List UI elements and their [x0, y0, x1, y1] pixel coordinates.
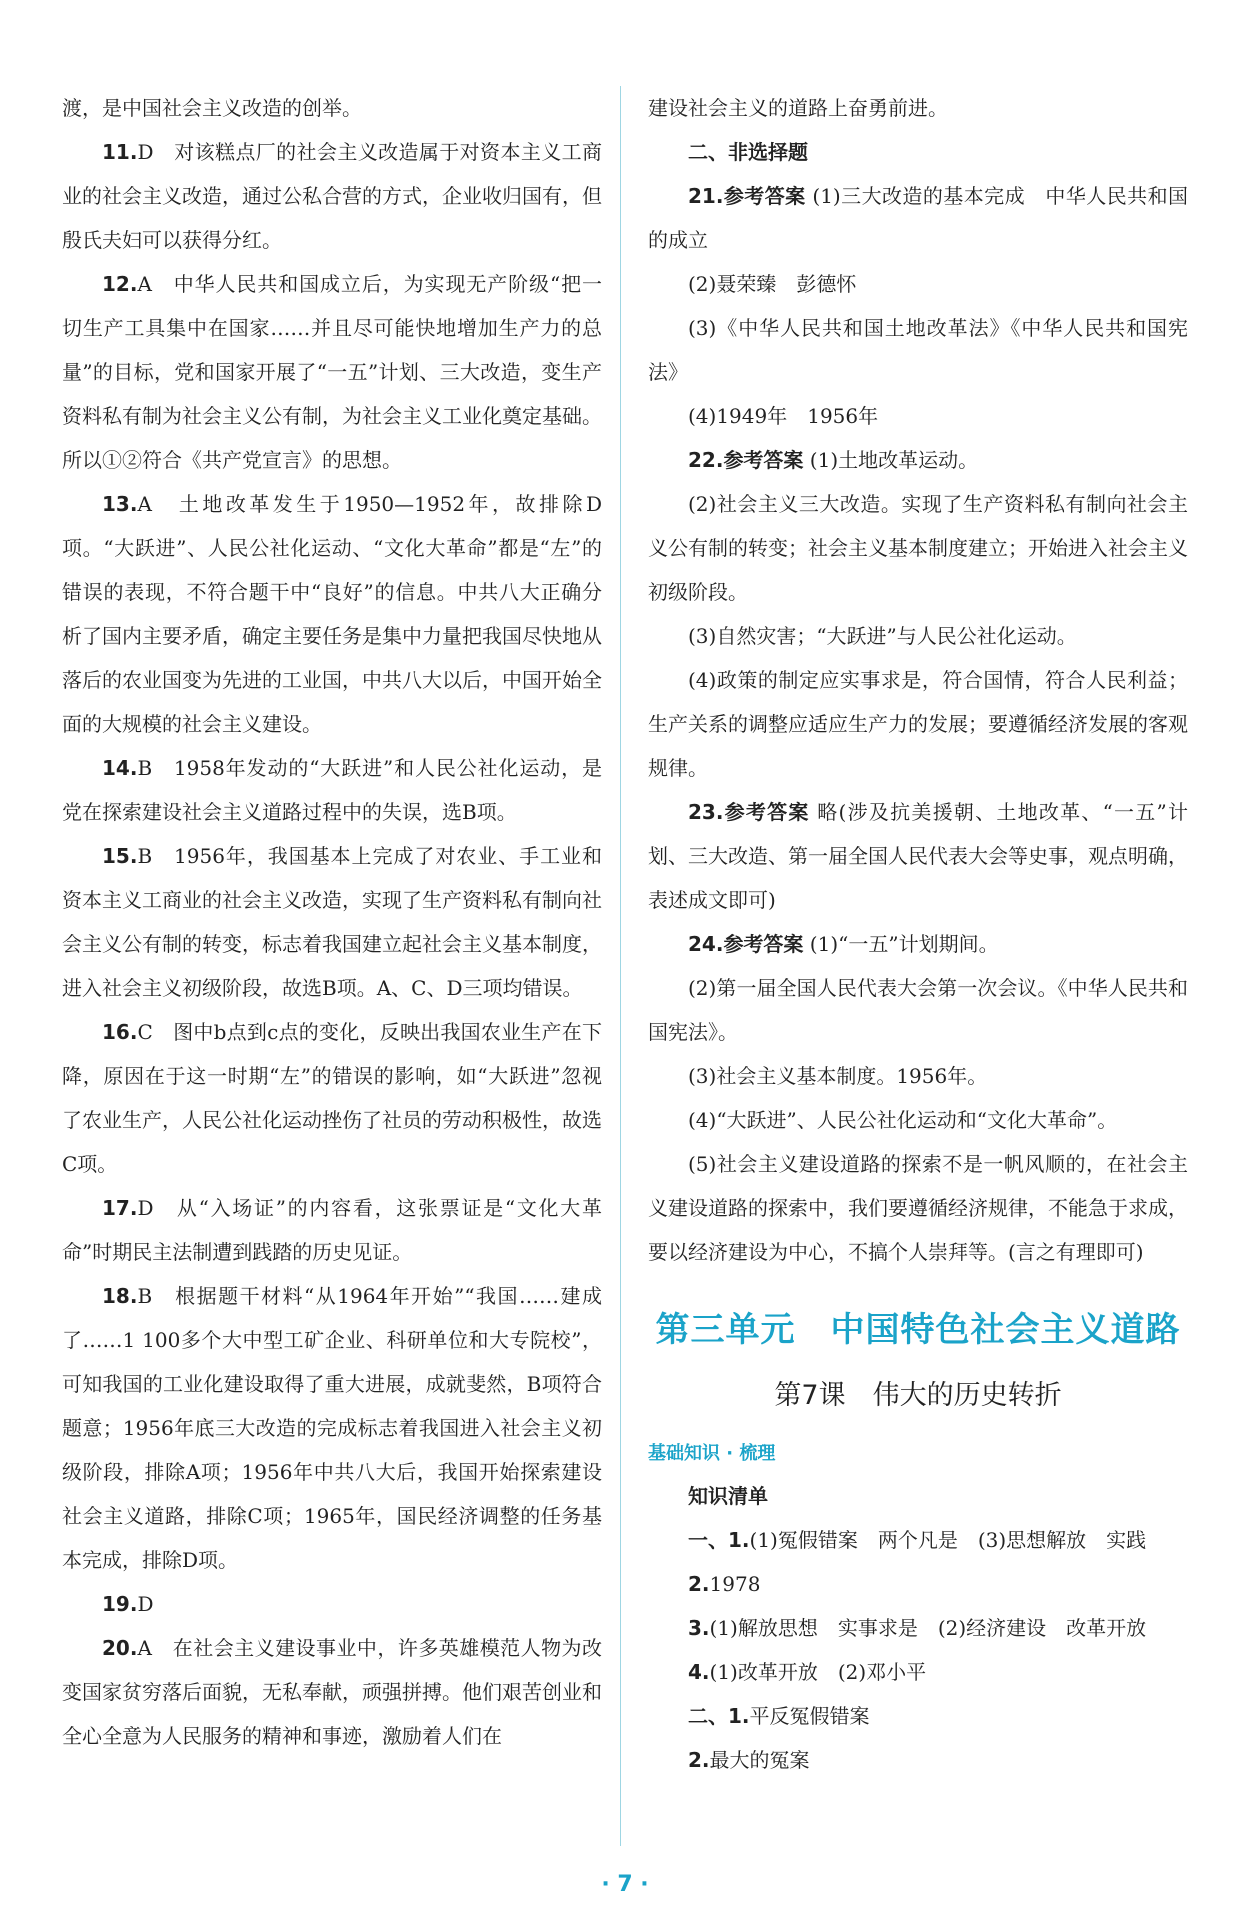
checklist-number: 2. — [688, 1748, 710, 1772]
checklist-number: 一、1. — [688, 1528, 750, 1552]
answer-text: (4)1949年 1956年 — [688, 404, 879, 428]
answer-paragraph — [648, 658, 1188, 790]
answer-paragraph — [648, 482, 1188, 614]
question-number: 21. — [688, 184, 724, 208]
checklist-number: 3. — [688, 1616, 710, 1640]
checklist-text: (1)解放思想 实事求是 (2)经济建设 改革开放 — [709, 1616, 1147, 1640]
answer-text: (4)“大跃进”、人民公社化运动和“文化大革命”。 — [688, 1108, 1118, 1132]
answer-paragraph — [648, 1142, 1188, 1274]
answer-paragraph — [62, 86, 602, 130]
answer-paragraph — [648, 966, 1188, 1054]
question-number: 19. — [102, 1592, 138, 1616]
answer-paragraph — [648, 438, 1188, 482]
checklist-item — [648, 1694, 1188, 1738]
answer-paragraph — [648, 1098, 1188, 1142]
checklist-heading: 知识清单 — [688, 1484, 768, 1508]
checklist-item — [648, 1562, 1188, 1606]
answer-paragraph — [648, 174, 1188, 262]
checklist-number: 二、1. — [688, 1704, 750, 1728]
answer-text: (4)政策的制定应实事求是，符合国情，符合人民利益；生产关系的调整应适应生产力的发展；要遵循经济发展的客观规律。 — [648, 668, 1188, 780]
question-number: 14. — [102, 756, 138, 780]
checklist-item — [648, 1518, 1188, 1562]
answer-paragraph — [62, 1626, 602, 1758]
checklist-text: 最大的冤案 — [709, 1748, 810, 1772]
page-number: · 7 · — [601, 1872, 649, 1897]
answer-paragraph — [648, 86, 1188, 130]
answer-text: (2)社会主义三大改造。实现了生产资料私有制向社会主义公有制的转变；社会主义基本制度建立；开始进入社会主义初级阶段。 — [648, 492, 1188, 604]
checklist-item — [648, 1650, 1188, 1694]
lesson-title: 第7课 伟大的历史转折 — [774, 1380, 1062, 1411]
question-number: 17. — [102, 1196, 138, 1220]
answer-text: A 在社会主义建设事业中，许多英雄模范人物为改变国家贫穷落后面貌，无私奉献，顽强拼搏。他们艰苦创业和全心全意为人民服务的精神和事迹，激励着人们在 — [62, 1636, 602, 1748]
answer-text: (3)《中华人民共和国土地改革法》《中华人民共和国宪法》 — [648, 316, 1188, 384]
question-number: 24. — [688, 932, 724, 956]
question-number: 20. — [102, 1636, 138, 1660]
answer-paragraph — [62, 1274, 602, 1582]
answer-label: 参考答案 — [723, 448, 804, 472]
checklist-text: 平反冤假错案 — [749, 1704, 870, 1728]
answer-text: (2)第一届全国人民代表大会第一次会议。《中华人民共和国宪法》。 — [648, 976, 1188, 1044]
answer-text: (1)土地改革运动。 — [809, 448, 979, 472]
answer-text: 建设社会主义的道路上奋勇前进。 — [648, 96, 948, 120]
answer-label: 参考答案 — [723, 800, 810, 824]
answer-paragraph — [62, 746, 602, 834]
checklist-item — [648, 1738, 1188, 1782]
answer-text: B 1958年发动的“大跃进”和人民公社化运动，是党在探索建设社会主义道路过程中的失误，选B项。 — [62, 756, 602, 824]
answer-paragraph — [648, 614, 1188, 658]
answer-paragraph — [62, 262, 602, 482]
answer-text: D — [137, 1592, 154, 1616]
answer-paragraph — [62, 834, 602, 1010]
answer-paragraph — [648, 1054, 1188, 1098]
answer-label: 参考答案 — [723, 932, 804, 956]
answer-paragraph — [648, 262, 1188, 306]
answer-paragraph — [62, 1186, 602, 1274]
checklist-text: 1978 — [709, 1572, 761, 1596]
section-heading-nonchoice: 二、非选择题 — [688, 140, 808, 164]
answer-text: (2)聂荣臻 彭德怀 — [688, 272, 857, 296]
answer-text: D 对该糕点厂的社会主义改造属于对资本主义工商业的社会主义改造，通过公私合营的方式，企业收归国有，但殷氏夫妇可以获得分红。 — [62, 140, 602, 252]
right-column — [648, 86, 1188, 1782]
left-column — [62, 86, 602, 1758]
question-number: 23. — [688, 800, 724, 824]
answer-text: (3)社会主义基本制度。1956年。 — [688, 1064, 988, 1088]
answer-paragraph — [62, 1582, 602, 1626]
question-number: 18. — [102, 1284, 138, 1308]
question-number: 16. — [102, 1020, 138, 1044]
question-number: 11. — [102, 140, 138, 164]
answer-paragraph — [62, 130, 602, 262]
answer-text: C 图中b点到c点的变化，反映出我国农业生产在下降，原因在于这一时期“左”的错误的影响，如“大跃进”忽视了农业生产，人民公社化运动挫伤了社员的劳动积极性，故选C项。 — [62, 1020, 602, 1176]
basics-tag: 基础知识 · 梳理 — [648, 1443, 776, 1464]
answer-text: A 中华人民共和国成立后，为实现无产阶级“把一切生产工具集中在国家……并且尽可能快地增加生产力的总量”的目标，党和国家开展了“一五”计划、三大改造，变生产资料私有制为社会主义公有制，为社会主义工业化奠定基础。所以①②符合《共产党宣言》的思想。 — [62, 272, 602, 472]
answer-text: 略(涉及抗美援朝、土地改革、“一五”计划、三大改造、第一届全国人民代表大会等史事，观点明确，表述成文即可) — [648, 800, 1189, 912]
answer-paragraph — [648, 922, 1188, 966]
answer-text: (1)三大改造的基本完成 中华人民共和国的成立 — [648, 184, 1189, 252]
column-divider — [620, 86, 621, 1846]
answer-text: (1)“一五”计划期间。 — [809, 932, 999, 956]
checklist-number: 4. — [688, 1660, 710, 1684]
question-number: 12. — [102, 272, 138, 296]
checklist-item — [648, 1606, 1188, 1650]
answer-paragraph — [62, 482, 602, 746]
answer-text: 渡，是中国社会主义改造的创举。 — [62, 96, 362, 120]
answer-text: A 土地改革发生于1950—1952年，故排除D项。“大跃进”、人民公社化运动、“文化大革命”都是“左”的错误的表现，不符合题干中“良好”的信息。中共八大正确分析了国内主要矛盾，确定主要任务是集中力量把我国尽快地从落后的农业国变为先进的工业国，中共八大以后，中国开始全面的大规模的社会主义建设。 — [62, 492, 602, 736]
checklist-text: (1)冤假错案 两个凡是 (3)思想解放 实践 — [749, 1528, 1147, 1552]
answer-text: B 根据题干材料“从1964年开始”“我国……建成了……1 100多个大中型工矿企业、科研单位和大专院校”，可知我国的工业化建设取得了重大进展，成就斐然，B项符合题意；1956年底三大改造的完成标志着我国进入社会主义初级阶段，排除A项；1956年中共八大后，我国开始探索建设社会主义道路，排除C项；1965年，国民经济调整的任务基本完成，排除D项。 — [62, 1284, 602, 1572]
question-number: 13. — [102, 492, 138, 516]
answer-text: (5)社会主义建设道路的探索不是一帆风顺的，在社会主义建设道路的探索中，我们要遵循经济规律，不能急于求成，要以经济建设为中心，不搞个人崇拜等。(言之有理即可) — [648, 1152, 1188, 1264]
unit-title: 第三单元 中国特色社会主义道路 — [655, 1310, 1181, 1350]
answer-paragraph — [648, 306, 1188, 394]
answer-text: B 1956年，我国基本上完成了对农业、手工业和资本主义工商业的社会主义改造，实现了生产资料私有制向社会主义公有制的转变，标志着我国建立起社会主义基本制度，进入社会主义初级阶段，故选B项。A、C、D三项均错误。 — [62, 844, 602, 1000]
question-number: 15. — [102, 844, 138, 868]
question-number: 22. — [688, 448, 724, 472]
answer-paragraph — [648, 790, 1188, 922]
checklist-number: 2. — [688, 1572, 710, 1596]
answer-text: (3)自然灾害；“大跃进”与人民公社化运动。 — [688, 624, 1077, 648]
answer-label: 参考答案 — [723, 184, 806, 208]
answer-paragraph — [62, 1010, 602, 1186]
answer-paragraph — [648, 394, 1188, 438]
answer-text: D 从“入场证”的内容看，这张票证是“文化大革命”时期民主法制遭到践踏的历史见证。 — [62, 1196, 602, 1264]
checklist-text: (1)改革开放 (2)邓小平 — [709, 1660, 927, 1684]
